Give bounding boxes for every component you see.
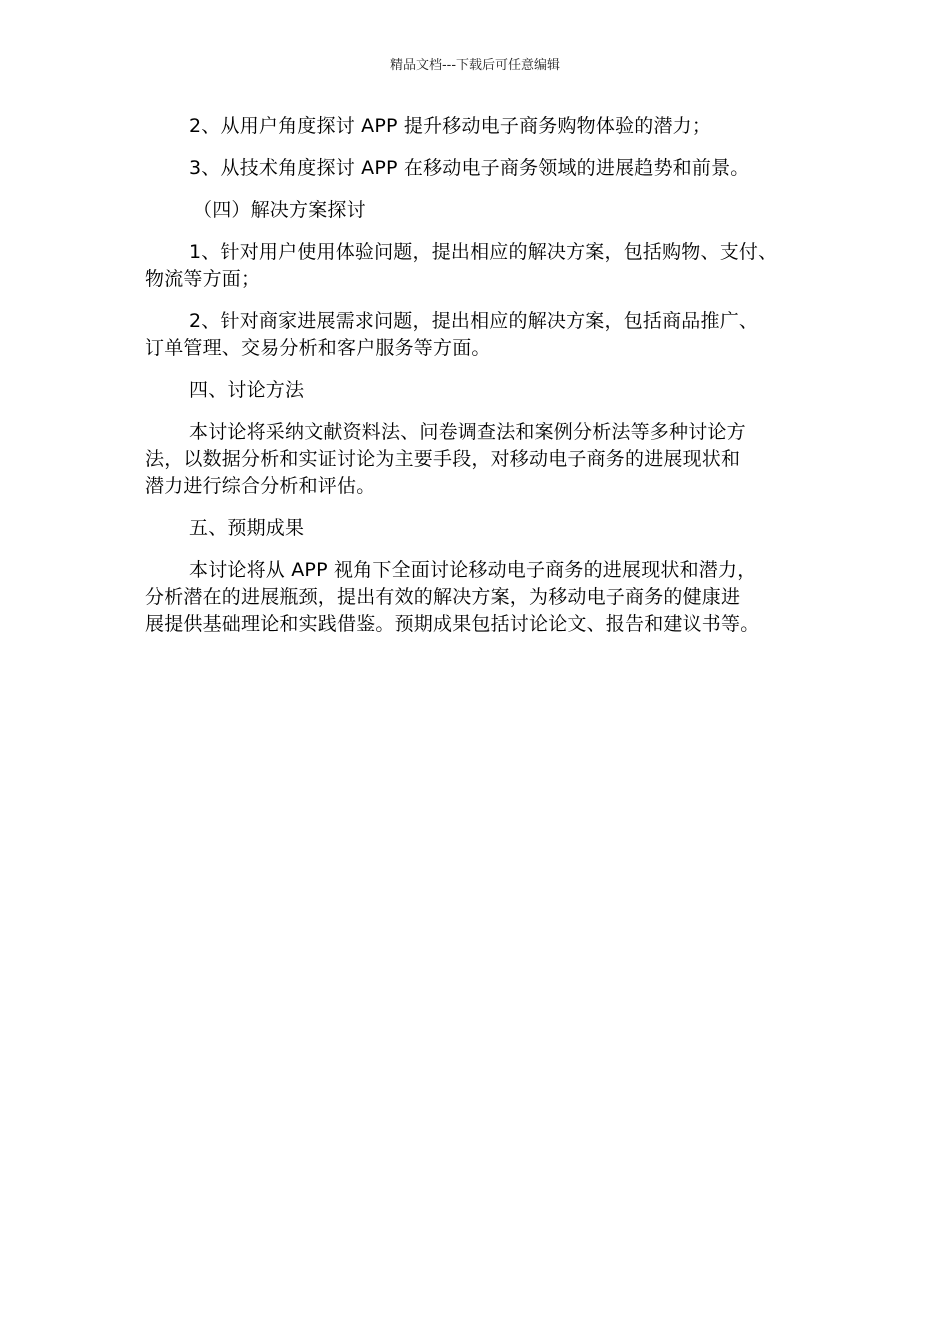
heading-methods (145, 377, 825, 404)
document-body (145, 113, 825, 653)
text-line: 1、针对用户使用体验问题，提出相应的解决方案，包括购物、支付、 (189, 241, 778, 263)
text-line: 订单管理、交易分析和客户服务等方面。 (145, 337, 491, 359)
text-line: 潜力进行综合分析和评估。 (145, 475, 376, 497)
page-header: 精品文档---下载后可任意编辑 (389, 58, 561, 73)
text-line: 本讨论将从 APP 视角下全面讨论移动电子商务的进展现状和潜力， (189, 559, 757, 581)
text-line: 本讨论将采纳文献资料法、问卷调查法和案例分析法等多种讨论方 (189, 421, 746, 443)
text-line: 法，以数据分析和实证讨论为主要手段，对移动电子商务的进展现状和 (145, 448, 741, 470)
paragraph-expected-results (145, 557, 825, 638)
paragraph-solution-2 (145, 308, 825, 362)
paragraph-goal-3 (145, 155, 825, 182)
text-line: 2、从用户角度探讨 APP 提升移动电子商务购物体验的潜力； (189, 115, 712, 137)
text-line: （四）解决方案探讨 (193, 199, 366, 221)
text-line: 五、预期成果 (189, 517, 305, 539)
text-line: 2、针对商家进展需求问题，提出相应的解决方案，包括商品推广、 (189, 310, 759, 332)
paragraph-solution-1 (145, 239, 825, 293)
heading-expected-results (145, 515, 825, 542)
text-line: 分析潜在的进展瓶颈，提出有效的解决方案，为移动电子商务的健康进 (145, 586, 741, 608)
subheading-solutions (145, 197, 825, 224)
text-line: 物流等方面； (145, 268, 261, 290)
paragraph-goal-2 (145, 113, 825, 140)
paragraph-methods (145, 419, 825, 500)
text-line: 四、讨论方法 (189, 379, 305, 401)
text-line: 3、从技术角度探讨 APP 在移动电子商务领域的进展趋势和前景。 (189, 157, 750, 179)
text-line: 展提供基础理论和实践借鉴。预期成果包括讨论论文、报告和建议书等。 (145, 613, 760, 635)
